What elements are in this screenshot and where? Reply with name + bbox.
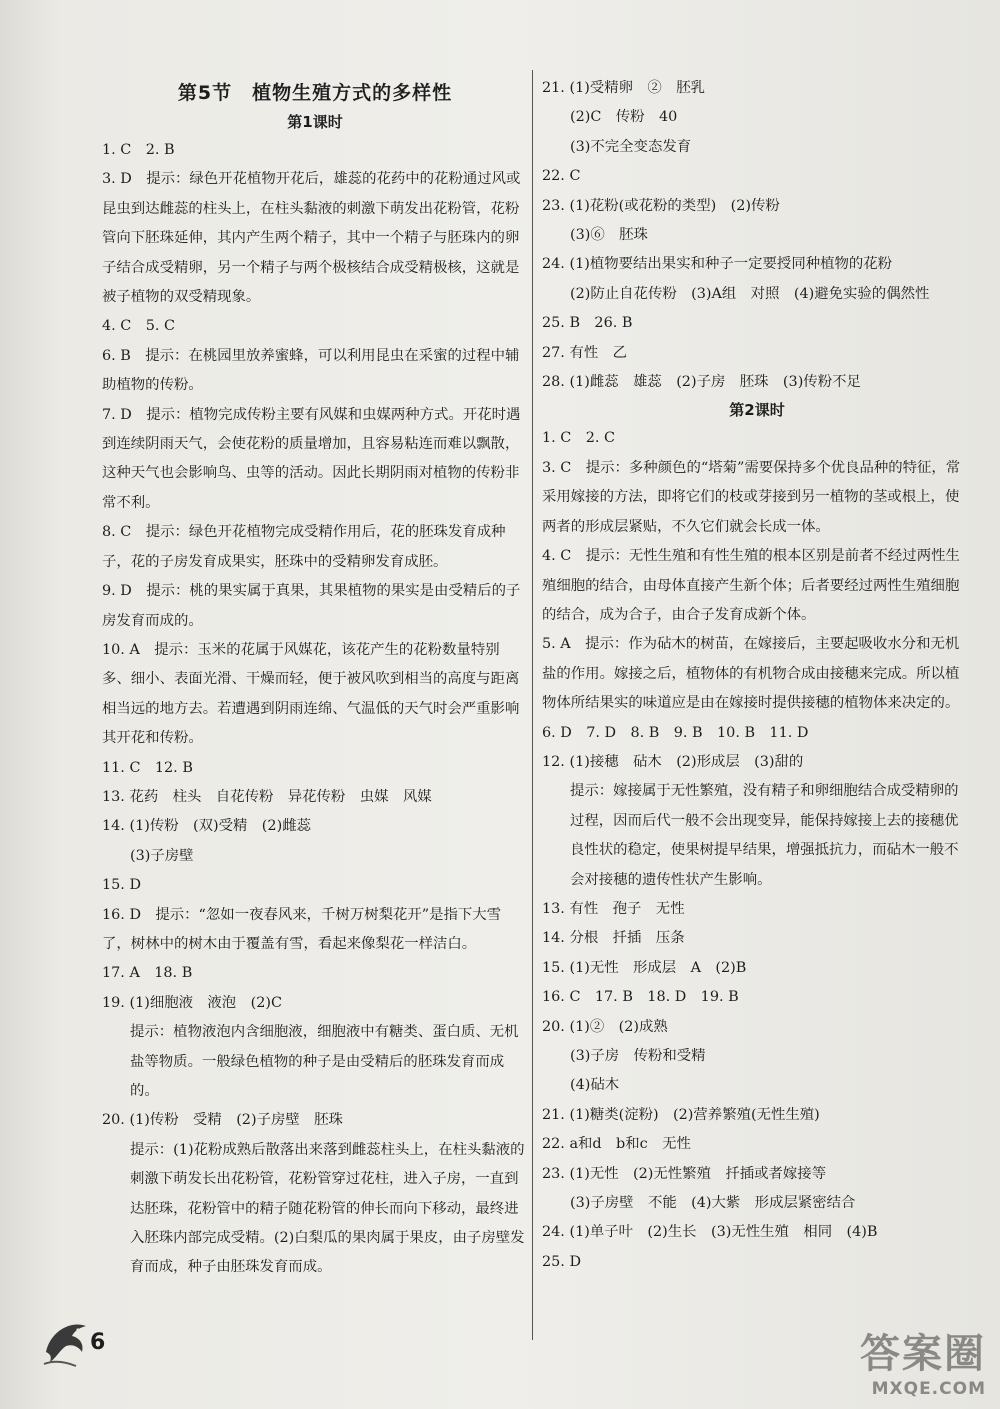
answer-continuation: 提示：(1)花粉成熟后散落出来落到雌蕊柱头上，在柱头黏液的刺激下萌发长出花粉管，花粉管穿过花柱，进入子房，一直到达胚珠，花粉管中的精子随花粉管的伸长而向下移动，最终进入胚珠内部完成受精。(2)白梨瓜的果肉属于果皮，由子房壁发育而成，种子由胚珠发育而成。 [130,1141,525,1276]
answer-line: 23. (1)无性 (2)无性繁殖 扦插或者嫁接等 [542,1165,827,1182]
answer-line: 17. A 18. B [102,965,193,982]
answer-item [102,165,528,312]
watermark [860,1322,986,1399]
left-answer-list [102,136,528,1283]
answer-continuation: (3)不完全变态发育 [570,138,692,155]
answer-line: 9. D 提示：桃的果实属于真果，其果植物的果实是由受精后的子房发育而成的。 [102,583,521,629]
answer-continuation: (2)防止自花传粉 (3)A组 对照 (4)避免实验的偶然性 [570,285,930,302]
answer-item [102,518,528,577]
answer-item [542,250,972,309]
answer-item [102,136,528,165]
answer-item [542,983,972,1012]
answer-line: 1. C 2. B [102,142,175,158]
answer-line: 3. D 提示：绿色开花植物开花后，雄蕊的花药中的花粉通过风或昆虫到达雌蕊的柱头上，在柱头黏液的刺激下萌发出花粉管，花粉管向下胚珠延伸，其内产生两个精子，其中一个精子与胚珠内的卵子结合成受精卵，另一个精子与两个极核结合成受精极核，这就是被子植物的双受精现象。 [102,171,521,306]
answer-line: 14. 分根 扦插 压条 [542,930,685,947]
dolphin-icon [40,1312,92,1368]
answer-line: 3. C 提示：多种颜色的“塔菊”需要保持多个优良品种的特征，常采用嫁接的方法，即将它们的枝或芽接到另一植物的茎或根上，使两者的形成层紧贴，不久它们就会长成一体。 [542,459,961,535]
answer-item [542,339,972,368]
answer-line: 8. C 提示：绿色开花植物完成受精作用后，花的胚珠发育成种子，花的子房发育成果实，胚珠中的受精卵发育成胚。 [102,524,506,570]
answer-line: 13. 有性 孢子 无性 [542,900,685,917]
answer-line: 19. (1)细胞液 液泡 (2)C [102,994,282,1011]
answer-item [542,454,972,542]
answer-item [102,342,528,401]
answer-item [542,542,972,630]
right-answer-list-lesson2 [542,424,972,1277]
answer-item [102,812,528,871]
answer-line: 20. (1)传粉 受精 (2)子房壁 胚珠 [102,1112,343,1129]
answer-item [542,748,972,895]
answer-line: 27. 有性 乙 [542,344,628,361]
answer-continuation: (3)⑥ 胚珠 [570,227,648,244]
page-number-badge [40,1312,104,1372]
answer-line: 25. B 26. B [542,315,633,332]
watermark-url: MXQE.COM [871,1379,986,1399]
answer-item [102,959,528,988]
answer-continuation: (4)砧木 [570,1077,620,1094]
answer-line: 22. a和d b和c 无性 [542,1136,691,1153]
answer-line: 22. C [542,168,581,185]
answer-line: 12. (1)接穗 砧木 (2)形成层 (3)甜的 [542,753,804,770]
answer-line: 13. 花药 柱头 自花传粉 异花传粉 虫媒 风媒 [102,788,432,805]
lesson-1-title: 第1课时 [287,113,343,131]
answer-continuation: (3)子房壁 [130,847,194,864]
answer-line: 21. (1)糖类(淀粉) (2)营养繁殖(无性生殖) [542,1106,820,1123]
watermark-text: 答案圈 [860,1331,986,1377]
answer-item [542,630,972,718]
answer-item [102,1106,528,1282]
answer-line: 16. C 17. B 18. D 19. B [542,989,739,1006]
answer-item [542,1013,972,1101]
answer-continuation: (3)子房壁 不能 (4)大紫 形成层紧密结合 [570,1195,856,1212]
answer-continuation: (3)子房 传粉和受精 [570,1048,706,1064]
answer-item [542,1218,972,1247]
right-answer-list-lesson1 [542,74,972,397]
answer-item [542,424,972,453]
answer-line: 1. C 2. C [542,430,616,447]
answer-line: 6. D 7. D 8. B 9. B 10. B 11. D [542,724,809,741]
answer-line: 4. C 提示：无性生殖和有性生殖的根本区别是前者不经过两性生殖细胞的结合，由母体直接产生新个体；后者要经过两性生殖细胞的结合，成为合子，由合子发育成新个体。 [542,548,960,623]
answer-item [542,1248,972,1277]
answer-line: 15. D [102,877,141,894]
answer-item [542,1130,972,1159]
answer-continuation: (2)C 传粉 40 [570,109,678,126]
answer-line: 6. B 提示：在桃园里放养蜜蜂，可以利用昆虫在采蜜的过程中辅助植物的传粉。 [102,347,520,394]
answer-item [542,368,972,397]
answer-line: 7. D 提示：植物完成传粉主要有风媒和虫媒两种方式。开花时遇到连续阴雨天气，会使花粉的质量增加，且容易粘连而难以飘散，这种天气也会影响鸟、虫等的活动。因此长期阴雨对植物的传粉非常不利。 [102,406,521,511]
answer-line: 25. D [542,1253,581,1270]
answer-continuation: 提示：嫁接属于无性繁殖，没有精子和卵细胞结合成受精卵的过程，因而后代一般不会出现变异，能保持嫁接上去的接穗优良性状的稳定，使果树提早结果，增强抵抗力，而砧木一般不会对接穗的遗传性状产生影响。 [570,783,959,888]
answer-line: 24. (1)植物要结出果实和种子一定要授同种植物的花粉 [542,256,893,273]
right-column [542,74,972,1277]
answer-item [542,1160,972,1219]
answer-item [102,901,528,960]
answer-item [542,74,972,162]
answer-line: 14. (1)传粉 (双)受精 (2)雌蕊 [102,818,311,835]
answer-continuation: 提示：植物液泡内含细胞液，细胞液中有糖类、蛋白质、无机盐等物质。一般绿色植物的种子是由受精后的胚珠发育而成的。 [130,1024,519,1099]
answer-line: 28. (1)雌蕊 雄蕊 (2)子房 胚珠 (3)传粉不足 [542,374,861,391]
answer-line: 4. C 5. C [102,318,176,335]
answer-line: 5. A 提示：作为砧木的树苗，在嫁接后，主要起吸收水分和无机盐的作用。嫁接之后，植物体的有机物合成由接穗来完成。所以植物体所结果实的味道应是由在嫁接时提供接穗的植物体来决定的。 [542,636,960,712]
answer-line: 10. A 提示：玉米的花属于风媒花，该花产生的花粉数量特别多、细小、表面光滑、干燥而轻，便于被风吹到相当的高度与距离相当远的地方去。若遭遇到阴雨连绵、气温低的天气时会严重影响其开花和传粉。 [102,641,520,747]
lesson-2-title: 第2课时 [729,401,785,420]
answer-line: 11. C 12. B [102,759,193,776]
answer-item [542,1101,972,1130]
answer-item [542,895,972,924]
answer-item [542,192,972,251]
answer-item [542,954,972,983]
answer-line: 15. (1)无性 形成层 A (2)B [542,959,747,976]
answer-item [102,989,528,1107]
answer-line: 16. D 提示：“忽如一夜春风来，千树万树梨花开”是指下大雪了，树林中的树木由于覆盖有雪，看起来像梨花一样洁白。 [102,906,502,952]
answer-item [102,401,528,519]
answer-line: 21. (1)受精卵 ② 胚乳 [542,80,705,96]
answer-item [542,162,972,191]
answer-item [102,312,528,341]
answer-item [542,924,972,953]
answer-item [102,783,528,812]
page-number: 6 [90,1330,106,1355]
answer-line: 20. (1)② (2)成熟 [542,1018,668,1035]
answer-line: 24. (1)单子叶 (2)生长 (3)无性生殖 相同 (4)B [542,1224,878,1241]
section-title: 第5节 植物生殖方式的多样性 [177,82,453,104]
column-divider [532,70,533,1340]
answer-item [102,754,528,783]
answer-item [102,871,528,900]
answer-item [542,719,972,748]
answer-item [542,309,972,338]
answer-line: 23. (1)花粉(或花粉的类型) (2)传粉 [542,197,780,214]
